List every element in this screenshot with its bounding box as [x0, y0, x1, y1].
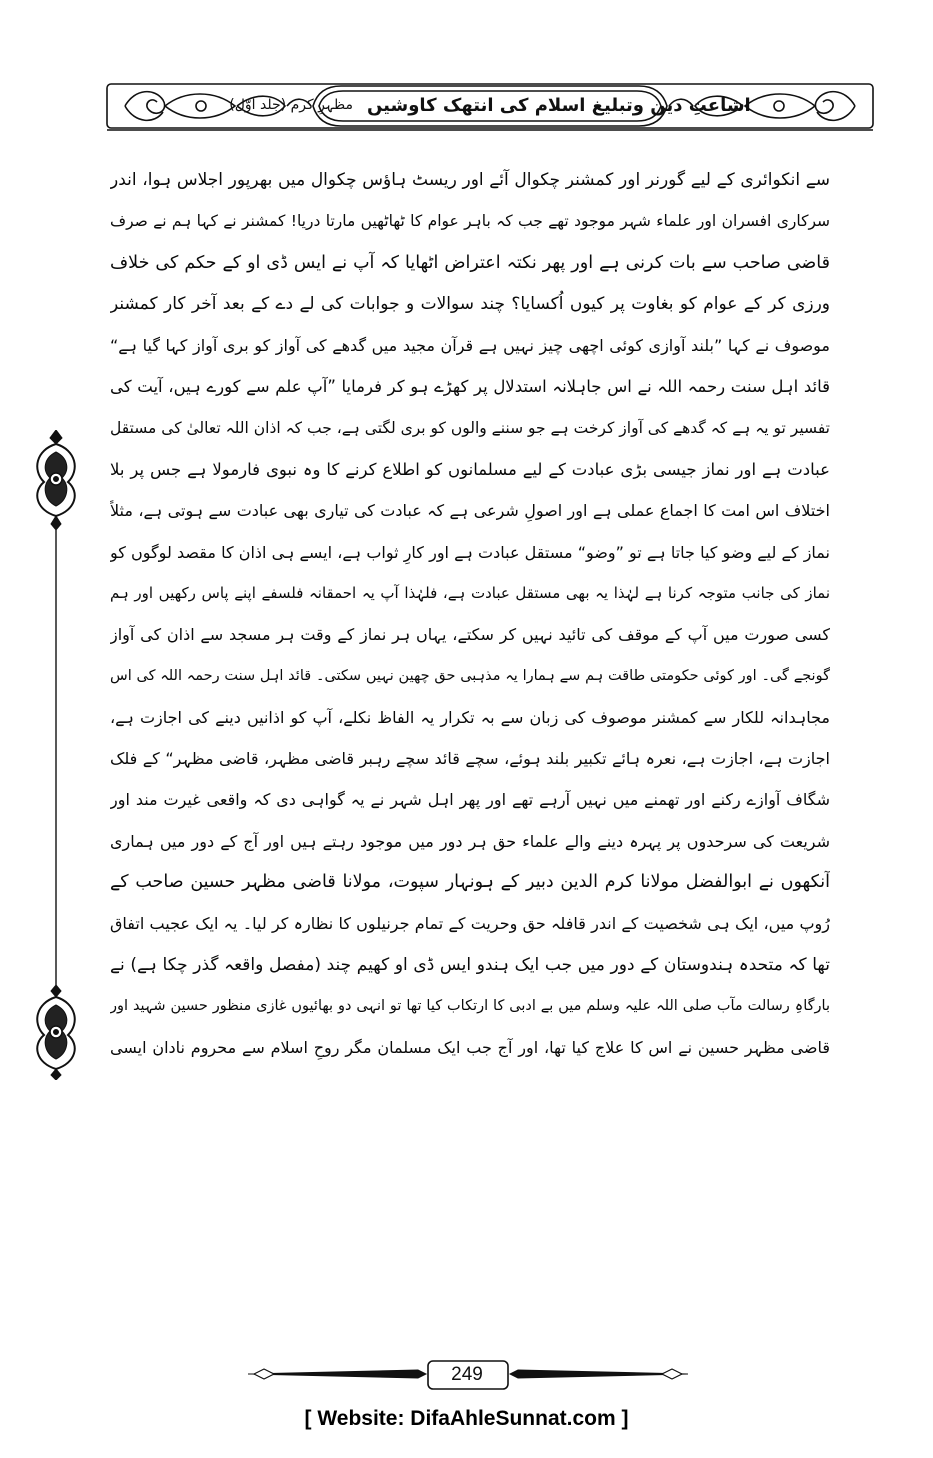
- text-line: عبادت ہے اور نماز جیسی بڑی عبادت کے لیے مسلمانوں کو اطلاع کرنے کا وہ نبوی فارمولا ہے جس پر بلا: [110, 460, 830, 480]
- text-line: تفسیر تو یہ ہے کہ گدھے کی آواز کرخت ہے جو سننے والوں کو بری لگتی ہے، جب کہ اذان اللہ تعالیٰ کی مستقل: [110, 418, 830, 437]
- body-text: [110, 160, 830, 1069]
- text-line: تھا کہ متحدہ ہندوستان کے دور میں جب ایک ہندو ایس ڈی او کھیم چند (مفصل واقعہ گذر چکا ہے) نے: [110, 954, 830, 975]
- text-line: سے انکوائری کے لیے گورنر اور کمشنر چکوال آئے اور ریسٹ ہاؤس چکوال میں بھرپور اجلاس ہوا، اندر: [110, 170, 830, 190]
- header-cartouche: [229, 88, 751, 122]
- text-line: گونجے گی۔ اور کوئی حکومتی طاقت ہم سے ہمارا یہ مذہبی حق چھین نہیں سکتی۔ قائد اہل سنت رحمہ اللہ کی اس: [110, 667, 830, 684]
- text-line: اختلاف اس امت کا اجماع عملی ہے اور اصولِ شرعی ہے کہ عبادت کی تیاری بھی عبادت سے ہوتی ہے، مثلاً: [110, 501, 830, 521]
- text-line: رُوپ میں، ایک ہی شخصیت کے اندر قافلہ حق وحریت کے تمام جرنیلوں کا نظارہ کر لیا۔ یہ ایک عجیب اتفاق: [110, 914, 830, 934]
- text-line: آنکھوں نے ابوالفضل مولانا کرم الدین دبیر کے ہونہار سپوت، مولانا قاضی مظہر حسین صاحب کے: [110, 872, 830, 893]
- text-line: نماز کے لیے وضو کیا جاتا ہے تو ”وضو“ مستقل عبادت ہے اور کارِ ثواب ہے، ایسے ہی اذان کا مقصد لوگوں کو: [110, 542, 830, 562]
- text-line: قائد اہل سنت رحمہ اللہ نے اس جاہلانہ استدلال پر کھڑے ہو کر فرمایا ”آپ علم سے کورے ہیں، آیت کی: [110, 377, 830, 397]
- text-line: بارگاہِ رسالت مآب صلی اللہ علیہ وسلم میں بے ادبی کا ارتکاب کیا تھا تو انہی دو بھائیوں غازی منظور حسین شہید اور: [110, 997, 830, 1014]
- text-line: اجازت ہے، اجازت ہے، نعرہ ہائے تکبیر بلند ہوئے، سچے قائد سچے رہبر قاضی مظہر، قاضی مظہر“ کے فلک: [110, 749, 830, 769]
- website-credit: [ Website: DifaAhleSunnat.com ]: [304, 1407, 629, 1430]
- chapter-title: اشاعتِ دین وتبلیغ اسلام کی انتھک کاوشیں: [366, 94, 751, 116]
- text-line: مجاہدانہ للکار سے کمشنر موصوف کی زبان سے بہ تکرار یہ الفاظ نکلے، آپ کو اذانیں دینے کی اجازت ہے،: [110, 707, 830, 727]
- text-line: کسی صورت میں آپ کے موقف کی تائید نہیں کر سکتے، یہاں ہر نماز کے وقت ہر مسجد سے اذان کی آواز: [110, 625, 830, 645]
- text-line: ورزی کر کے عوام کو بغاوت پر کیوں اُکسایا؟ چند سوالات و جوابات کی لے دے کے بعد آخر کار کمشنر: [110, 293, 830, 314]
- text-line: شریعت کی سرحدوں پر پہرہ دینے والے علماء حق ہر دور میں موجود رہتے ہیں اور آج کے دور میں ہماری: [110, 831, 830, 851]
- text-line: سرکاری افسران اور علماء شہر موجود تھے جب کہ باہر عوام کا ٹھاٹھیں مارتا دریا! کمشنر نے کہا ہم نے صرف: [110, 212, 830, 231]
- book-title: مظہرِ کرم (جلد اوّل): [229, 97, 353, 113]
- text-line: قاضی مظہر حسین نے اس کا علاج کیا تھا، اور آج جب ایک مسلمان مگر روحِ اسلام سے محروم نادان ایسی: [110, 1038, 830, 1058]
- page-number: 249: [451, 1364, 483, 1385]
- text-line: نماز کی جانب متوجہ کرنا ہے لہٰذا یہ بھی مستقل عبادت ہے، فلہٰذا آپ یہ احمقانہ فلسفے اپنے پاس رکھیں اور ہم: [110, 583, 830, 602]
- floral-margin-ornament-icon: [28, 430, 84, 1080]
- text-line: موصوف نے کہا ”بلند آوازی کوئی اچھی چیز نہیں ہے قرآن مجید میں گدھے کی آواز کو بری آواز کہا گیا ہے“: [110, 336, 830, 356]
- text-line: قاضی صاحب سے بات کرنی ہے اور پھر نکتہ اعتراض اٹھایا کہ آپ نے ایس ڈی او کے حکم کی خلاف: [110, 252, 830, 273]
- text-line: شگاف آوازے رکنے اور تھمنے میں نہیں آرہے تھے اور پھر اہل شہر نے یہ گواہی دی کہ واقعی غیرت مند اور: [110, 790, 830, 810]
- running-header: [105, 78, 875, 134]
